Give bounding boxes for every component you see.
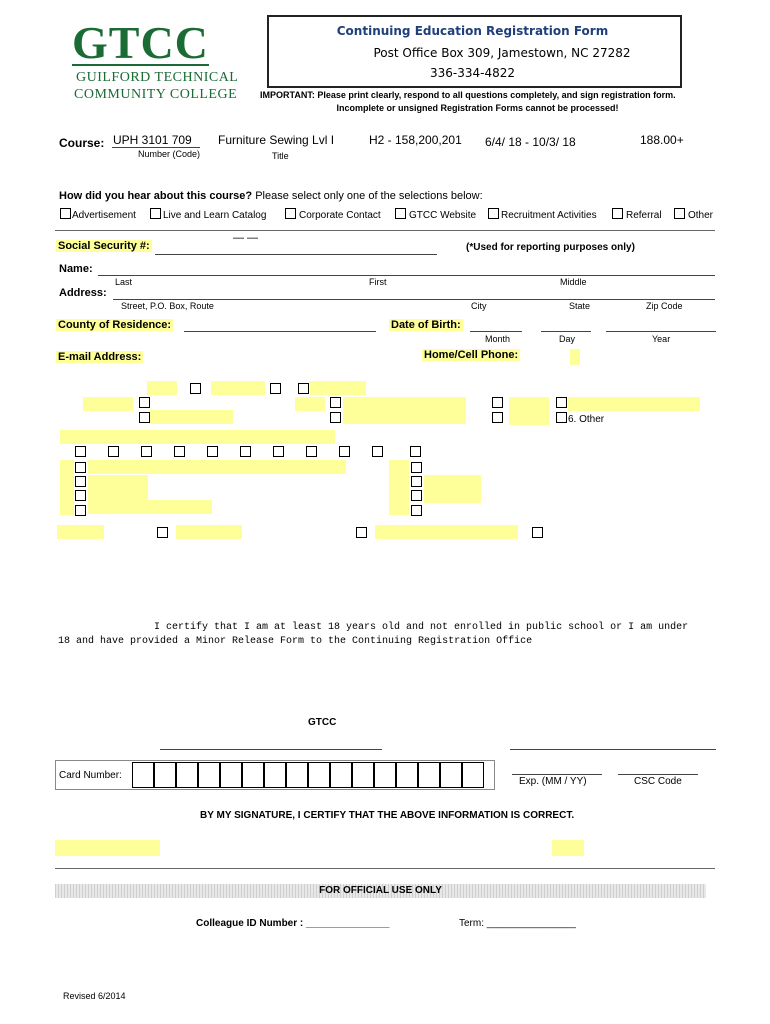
option-checkbox[interactable] <box>492 397 503 408</box>
field-highlight[interactable] <box>310 381 366 395</box>
corporate-contact-label: Corporate Contact <box>299 210 381 221</box>
option-checkbox[interactable] <box>411 462 422 473</box>
form-title: Continuing Education Registration Form <box>336 24 609 38</box>
state-caption: State <box>569 301 591 311</box>
card-digit-cell[interactable] <box>176 762 198 788</box>
other-label: Other <box>688 210 714 221</box>
course-section: H2 - 158,200,201 <box>369 133 462 147</box>
option-checkbox[interactable] <box>157 527 168 538</box>
referral-label: Referral <box>626 210 662 221</box>
card-digit-cell[interactable] <box>374 762 396 788</box>
year-caption: Year <box>652 334 671 344</box>
day-caption: Day <box>559 334 576 344</box>
option-checkbox[interactable] <box>174 446 185 457</box>
option-checkbox[interactable] <box>240 446 251 457</box>
option-checkbox[interactable] <box>372 446 383 457</box>
middle-caption: Middle <box>560 277 587 287</box>
other6-label: 6. Other <box>568 414 605 425</box>
option-checkbox[interactable] <box>298 383 309 394</box>
logo-rule <box>72 64 209 66</box>
phone-number: 336-334-4822 <box>429 66 515 80</box>
signature-statement: BY MY SIGNATURE, I CERTIFY THAT THE ABOVE INFORMATION IS CORRECT. <box>200 810 575 821</box>
field-highlight[interactable] <box>83 397 133 411</box>
field-highlight[interactable] <box>88 500 212 514</box>
option-checkbox[interactable] <box>330 397 341 408</box>
option-checkbox[interactable] <box>207 446 218 457</box>
option-checkbox[interactable] <box>411 505 422 516</box>
other-checkbox[interactable] <box>674 208 685 219</box>
recruitment-label: Recruitment Activities <box>501 210 597 221</box>
incomplete-note: Incomplete or unsigned Registration Forms cannot be processed! <box>336 103 619 113</box>
corporate-contact-checkbox[interactable] <box>285 208 296 219</box>
signature-field[interactable] <box>55 840 160 856</box>
csc-label: CSC Code <box>634 776 682 787</box>
logo-line1: GUILFORD TECHNICAL <box>76 70 239 85</box>
card-digit-cell[interactable] <box>308 762 330 788</box>
option-checkbox[interactable] <box>75 446 86 457</box>
option-checkbox[interactable] <box>492 412 503 423</box>
other6-checkbox[interactable] <box>556 412 567 423</box>
course-title-caption: Title <box>272 151 289 161</box>
recruitment-checkbox[interactable] <box>488 208 499 219</box>
catalog-label: Live and Learn Catalog <box>163 210 267 221</box>
field-highlight[interactable] <box>176 525 242 539</box>
option-checkbox[interactable] <box>306 446 317 457</box>
option-checkbox[interactable] <box>139 412 150 423</box>
mailing-address: Post Office Box 309, Jamestown, NC 27282 <box>373 46 631 60</box>
ssn-label: Social Security #: <box>58 240 150 252</box>
option-checkbox[interactable] <box>75 462 86 473</box>
referral-checkbox[interactable] <box>612 208 623 219</box>
ssn-note: (*Used for reporting purposes only) <box>466 242 635 253</box>
card-digit-cell[interactable] <box>132 762 154 788</box>
first-caption: First <box>369 277 387 287</box>
course-fee: 188.00+ <box>640 133 684 147</box>
card-digit-cell[interactable] <box>330 762 352 788</box>
option-checkbox[interactable] <box>190 383 201 394</box>
course-dates: 6/4/ 18 - 10/3/ 18 <box>485 135 576 149</box>
option-checkbox[interactable] <box>356 527 367 538</box>
card-digit-cell[interactable] <box>440 762 462 788</box>
street-caption: Street, P.O. Box, Route <box>121 301 214 311</box>
last-caption: Last <box>115 277 133 287</box>
card-digit-cell[interactable] <box>286 762 308 788</box>
county-label: County of Residence: <box>58 319 172 331</box>
card-digit-cell[interactable] <box>242 762 264 788</box>
city-caption: City <box>471 301 487 311</box>
advertisement-label: Advertisement <box>72 210 136 221</box>
field-highlight[interactable] <box>147 381 177 395</box>
address-label: Address: <box>59 287 107 299</box>
field-highlight[interactable] <box>149 410 233 424</box>
field-highlight[interactable] <box>509 397 549 425</box>
field-highlight[interactable] <box>343 410 466 424</box>
field-highlight[interactable] <box>60 430 335 444</box>
course-title: Furniture Sewing Lvl I <box>218 133 335 147</box>
option-checkbox[interactable] <box>75 505 86 516</box>
card-digit-cell[interactable] <box>220 762 242 788</box>
option-checkbox[interactable] <box>108 446 119 457</box>
card-digit-cell[interactable] <box>198 762 220 788</box>
certify-line1: I certify that I am at least 18 years old and not enrolled in public school or I am under <box>154 622 689 633</box>
course-code: UPH 3101 709 <box>113 133 192 147</box>
catalog-checkbox[interactable] <box>150 208 161 219</box>
card-digit-cell[interactable] <box>418 762 440 788</box>
field-highlight[interactable] <box>211 381 265 395</box>
card-digit-cell[interactable] <box>352 762 374 788</box>
option-checkbox[interactable] <box>330 412 341 423</box>
colleague-id: Colleague ID Number : _______________ <box>196 918 390 929</box>
option-checkbox[interactable] <box>532 527 543 538</box>
card-number-label: Card Number: <box>59 770 122 781</box>
option-checkbox[interactable] <box>75 490 86 501</box>
option-checkbox[interactable] <box>139 397 150 408</box>
name-label: Name: <box>59 263 93 275</box>
field-highlight[interactable] <box>60 460 74 515</box>
date-field[interactable] <box>552 840 584 856</box>
card-digit-cell[interactable] <box>154 762 176 788</box>
card-digit-cell[interactable] <box>264 762 286 788</box>
field-highlight[interactable] <box>343 397 466 411</box>
revised-date: Revised 6/2014 <box>63 991 126 1001</box>
field-highlight[interactable] <box>568 397 700 411</box>
important-note: IMPORTANT: Please print clearly, respond to all questions completely, and sign registration form. <box>260 90 676 100</box>
ssn-dashes: — — <box>233 232 259 244</box>
field-highlight[interactable] <box>375 525 518 539</box>
option-checkbox[interactable] <box>410 446 421 457</box>
official-use-header: FOR OFFICIAL USE ONLY <box>319 885 442 896</box>
month-caption: Month <box>485 334 511 344</box>
card-digit-cell[interactable] <box>396 762 418 788</box>
email-label: E-mail Address: <box>58 351 142 363</box>
website-label: GTCC Website <box>409 210 477 221</box>
field-highlight[interactable] <box>88 460 346 474</box>
field-highlight[interactable] <box>389 460 409 515</box>
logo-line2: COMMUNITY COLLEGE <box>74 87 238 102</box>
field-highlight[interactable] <box>57 525 104 539</box>
course-code-caption: Number (Code) <box>138 149 201 159</box>
phone-label: Home/Cell Phone: <box>424 349 519 361</box>
phone-highlight[interactable] <box>570 349 580 365</box>
option-checkbox[interactable] <box>141 446 152 457</box>
option-checkbox[interactable] <box>411 490 422 501</box>
hear-question: How did you hear about this course? Please select only one of the selections below: <box>59 190 483 202</box>
advertisement-checkbox[interactable] <box>60 208 71 219</box>
certify-line2: 18 and have provided a Minor Release Form to the Continuing Registration Office <box>58 636 533 647</box>
section-divider <box>55 230 715 231</box>
option-checkbox[interactable] <box>270 383 281 394</box>
option-checkbox[interactable] <box>75 476 86 487</box>
website-checkbox[interactable] <box>395 208 406 219</box>
course-label: Course: <box>59 136 105 150</box>
payment-gtcc: GTCC <box>308 717 337 728</box>
option-checkbox[interactable] <box>411 476 422 487</box>
card-digit-cell[interactable] <box>462 762 484 788</box>
field-highlight[interactable] <box>88 475 148 503</box>
option-checkbox[interactable] <box>556 397 567 408</box>
option-checkbox[interactable] <box>273 446 284 457</box>
field-highlight[interactable] <box>295 397 325 411</box>
option-checkbox[interactable] <box>339 446 350 457</box>
exp-label: Exp. (MM / YY) <box>519 776 587 787</box>
term-field: Term: ________________ <box>459 918 576 929</box>
dob-label: Date of Birth: <box>391 319 461 331</box>
field-highlight[interactable] <box>424 475 481 503</box>
gtcc-logo: GTCC <box>72 17 209 68</box>
zip-caption: Zip Code <box>646 301 683 311</box>
